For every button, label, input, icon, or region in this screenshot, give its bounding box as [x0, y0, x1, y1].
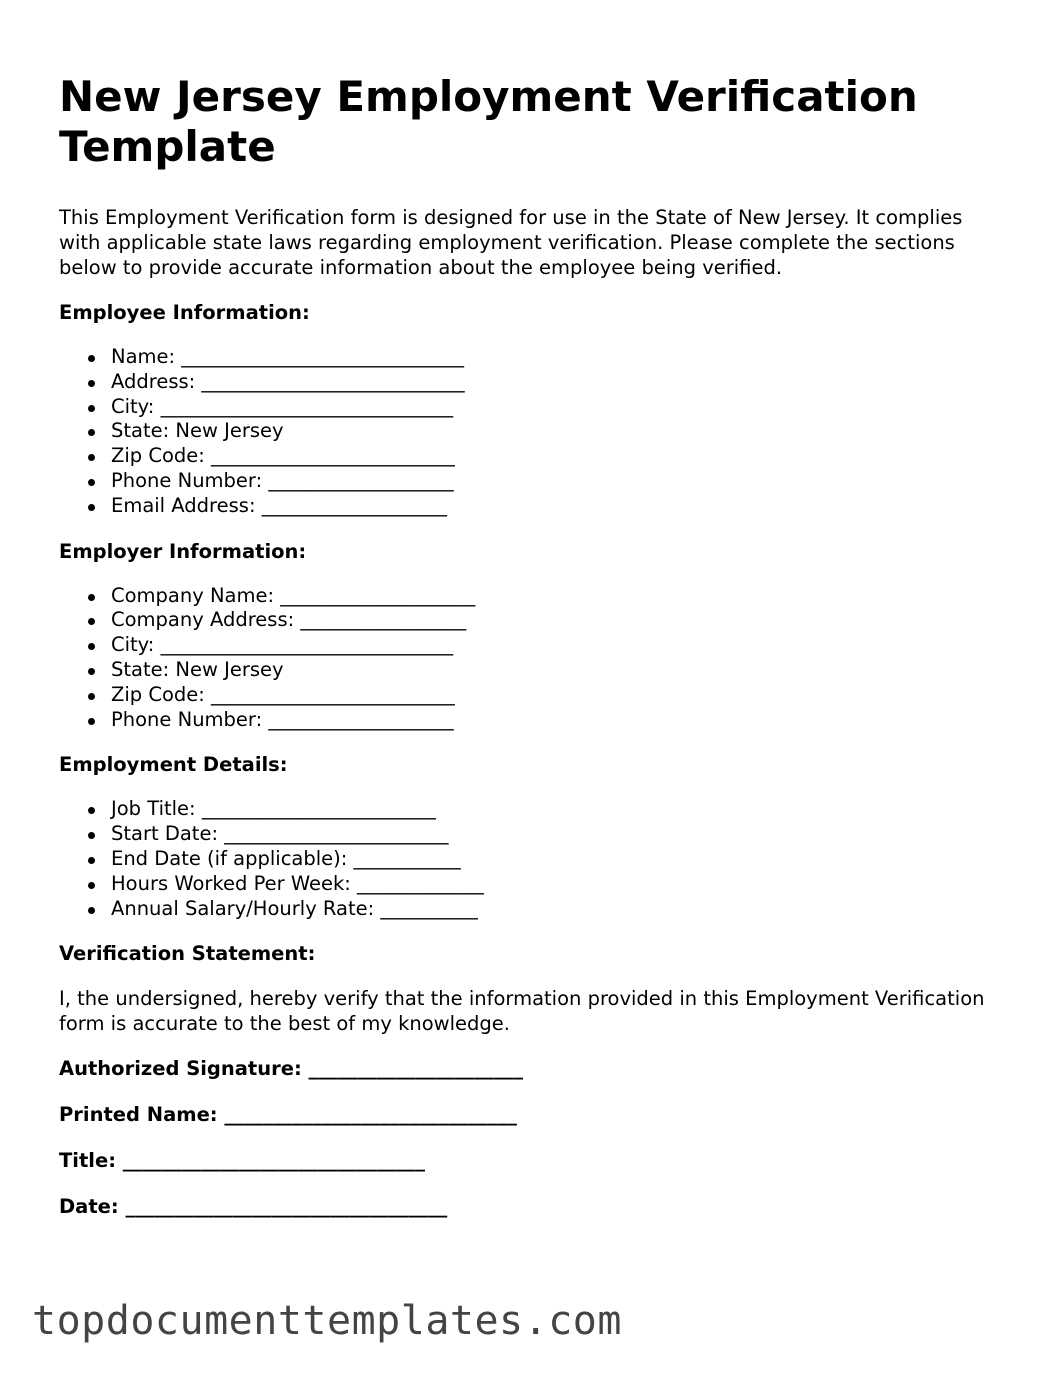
employer-zip-field: Zip Code: _________________________ — [111, 683, 1009, 708]
salary-rate-field: Annual Salary/Hourly Rate: __________ — [111, 897, 1009, 922]
employee-phone-field: Phone Number: ___________________ — [111, 469, 1009, 494]
employee-email-field: Email Address: ___________________ — [111, 494, 1009, 519]
employee-info-list — [59, 345, 1009, 519]
company-name-field: Company Name: ____________________ — [111, 584, 1009, 609]
verification-statement: I, the undersigned, hereby verify that the information provided in this Employment Verification form is accurate to the best of my knowledge. — [59, 987, 985, 1036]
intro-paragraph: This Employment Verification form is designed for use in the State of New Jersey. It complies with applicable state laws regarding employment verification. Please complete the sections below to provide accurate information about the employee being verified. — [59, 206, 963, 279]
printed-name-line: Printed Name: ______________________________ — [59, 1103, 517, 1127]
employer-state-field: State: New Jersey — [111, 658, 1009, 683]
signature-date-line: Date: _________________________________ — [59, 1195, 448, 1219]
employee-address-field: Address: ___________________________ — [111, 370, 1009, 395]
hours-per-week-field: Hours Worked Per Week: _____________ — [111, 872, 1009, 897]
document-page — [59, 72, 1009, 1240]
employment-section-heading: Employment Details: — [59, 753, 288, 777]
employment-details-list — [59, 797, 1009, 921]
document-title: New Jersey Employment Verification Template — [59, 72, 918, 171]
start-date-field: Start Date: _______________________ — [111, 822, 1009, 847]
employee-state-field: State: New Jersey — [111, 419, 1009, 444]
employer-city-field: City: ______________________________ — [111, 633, 1009, 658]
employer-phone-field: Phone Number: ___________________ — [111, 708, 1009, 733]
authorized-signature-line: Authorized Signature: ______________________ — [59, 1057, 524, 1081]
employee-section-heading: Employee Information: — [59, 301, 310, 324]
verification-section-heading: Verification Statement: — [59, 942, 316, 966]
employer-info-list — [59, 584, 1009, 733]
signer-title-line: Title: _______________________________ — [59, 1149, 426, 1173]
employer-section-heading: Employer Information: — [59, 539, 307, 563]
job-title-field: Job Title: ________________________ — [111, 797, 1009, 822]
employee-city-field: City: ______________________________ — [111, 395, 1009, 420]
employee-name-field: Name: _____________________________ — [111, 345, 1009, 370]
company-address-field: Company Address: _________________ — [111, 608, 1009, 633]
employee-zip-field: Zip Code: _________________________ — [111, 444, 1009, 469]
site-watermark: topdocumenttemplates.com — [32, 1298, 622, 1344]
end-date-field: End Date (if applicable): ___________ — [111, 847, 1009, 872]
